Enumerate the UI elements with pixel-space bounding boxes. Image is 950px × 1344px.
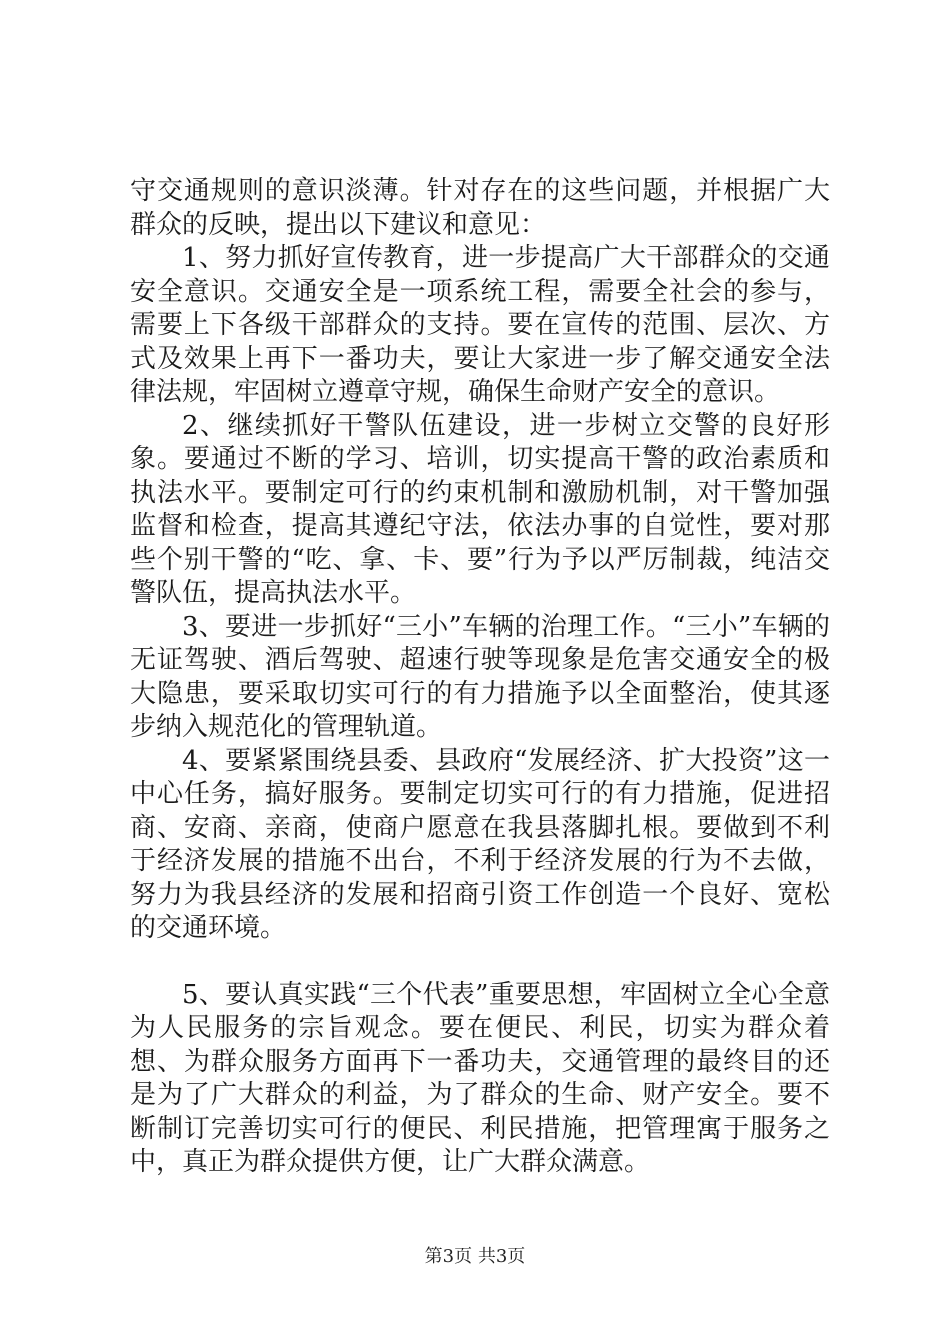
document-body (130, 175, 830, 1180)
paragraph-continuation: 守交通规则的意识淡薄。针对存在的这些问题，并根据广大群众的反映，提出以下建议和意见： (130, 176, 830, 240)
paragraph-item-5: 5、要认真实践“三个代表”重要思想，牢固树立全心全意为人民服务的宗旨观念。要在便民、利民，切实为群众着想、为群众服务方面再下一番功夫，交通管理的最终目的还是为了广大群众的利益，为了群众的生命、财产安全。要不断制订完善切实可行的便民、利民措施，把管理寓于服务之中，真正为群众提供方便，让广大群众满意。 (130, 979, 830, 1177)
paragraph-item-4: 4、要紧紧围绕县委、县政府“发展经济、扩大投资”这一中心任务，搞好服务。要制定切实可行的有力措施，促进招商、安商、亲商，使商户愿意在我县落脚扎根。要做到不利于经济发展的措施不出台，不利于经济发展的行为不去做，努力为我县经济的发展和招商引资工作创造一个良好、宽松的交通环境。 (130, 745, 830, 943)
paragraph-item-3: 3、要进一步抓好“三小”车辆的治理工作。“三小”车辆的无证驾驶、酒后驾驶、超速行驶等现象是危害交通安全的极大隐患，要采取切实可行的有力措施予以全面整治，使其逐步纳入规范化的管理轨道。 (130, 611, 830, 742)
paragraph-item-2: 2、继续抓好干警队伍建设，进一步树立交警的良好形象。要通过不断的学习、培训，切实提高干警的政治素质和执法水平。要制定可行的约束机制和激励机制，对干警加强监督和检查，提高其遵纪守法，依法办事的自觉性，要对那些个别干警的“吃、拿、卡、要”行为予以严厉制裁，纯洁交警队伍，提高执法水平。 (130, 410, 830, 608)
paragraph-spacer (130, 946, 830, 979)
page-number-footer: 第3页 共3页 (424, 1246, 526, 1267)
paragraph-item-1: 1、努力抓好宣传教育，进一步提高广大干部群众的交通安全意识。交通安全是一项系统工程，需要全社会的参与，需要上下各级干部群众的支持。要在宣传的范围、层次、方式及效果上再下一番功夫，要让大家进一步了解交通安全法律法规，牢固树立遵章守规，确保生命财产安全的意识。 (130, 243, 830, 407)
